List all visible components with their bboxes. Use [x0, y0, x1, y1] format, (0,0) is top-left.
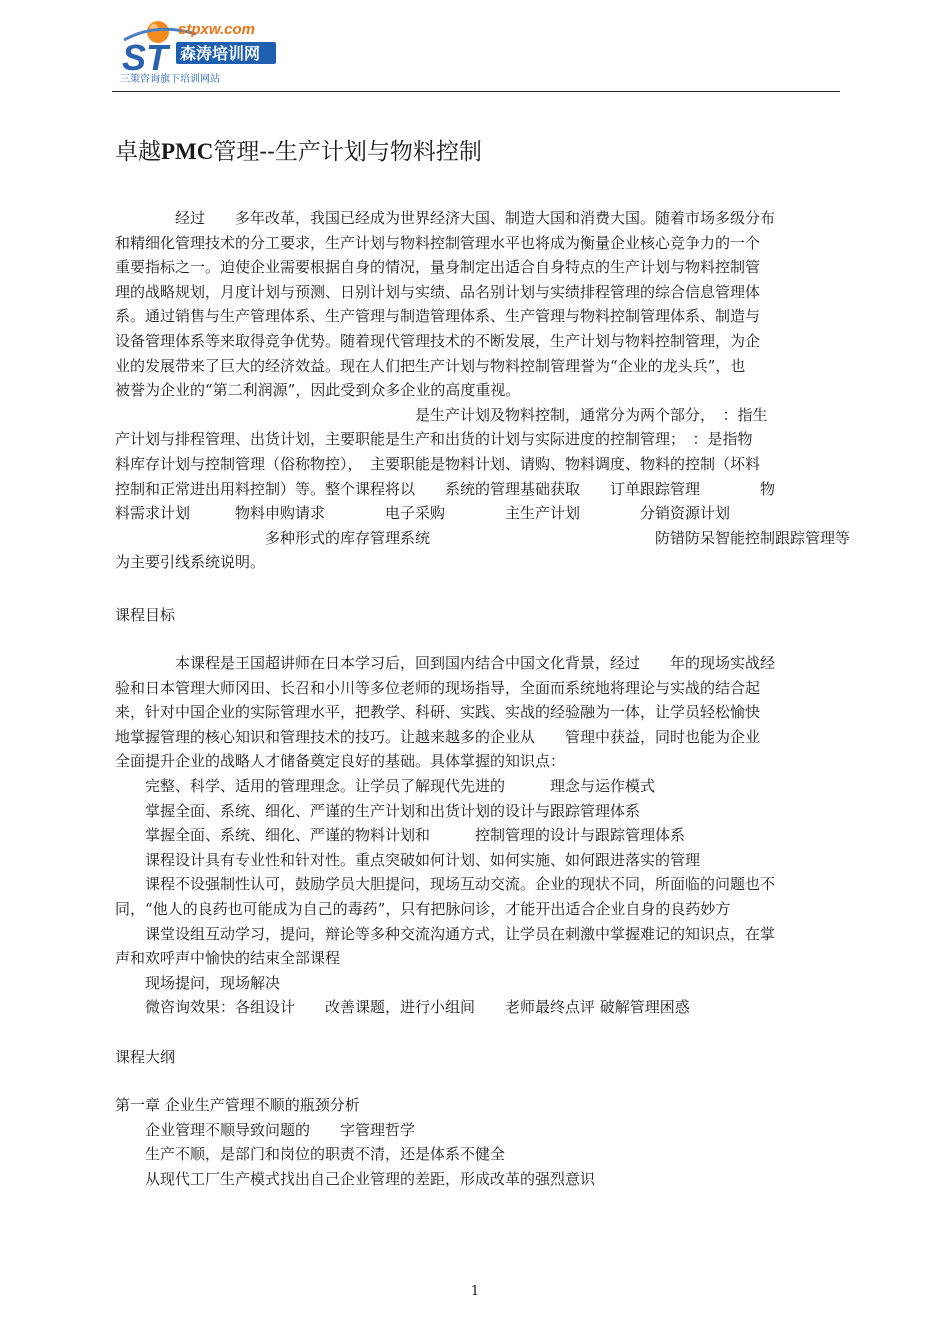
document-title — [115, 136, 482, 168]
goals-line: 完整、科学、适用的管理理念。让学员了解现代先进的 理念与运作模式 — [115, 776, 656, 795]
goals-line: 现场提问，现场解决 — [115, 973, 281, 992]
chapter-item: 生产不顺，是部门和岗位的职责不清，还是体系不健全 — [115, 1145, 506, 1164]
page-number: 1 — [470, 1284, 480, 1299]
section-outline-heading: 课程大纲 — [115, 1048, 176, 1066]
intro-line: 控制和正常进出用料控制）等。整个课程将以 系统的管理基础获取 订单跟踪管理 物 — [115, 479, 776, 498]
intro-line: 产计划与排程管理、出货计划，主要职能是生产和出货的计划与实际进度的控制管理； ：是指物 — [115, 430, 753, 449]
goals-line: 验和日本管理大师冈田、长召和小川等多位老师的现场指导，全面而系统地将理论与实战的结合起 — [115, 678, 761, 697]
section-goals-heading: 课程目标 — [115, 606, 176, 624]
intro-line: 多种形式的库存管理系统 防错防呆智能控制跟踪管理等 — [115, 528, 851, 547]
logo-domain: stpxw.com — [178, 21, 255, 38]
page-header — [112, 12, 840, 92]
intro-line: 料库存计划与控制管理（俗称物控）， 主要职能是物料计划、请购、物料调度、物料的控制（坏料 — [115, 454, 761, 473]
logo-tagline: 三策咨询旗下培训网站 — [120, 74, 220, 85]
goals-line: 本课程是王国超讲师在日本学习后，回到国内结合中国文化背景，经过 年的现场实战经 — [115, 654, 776, 672]
intro-line: 和精细化管理技术的分工要求，生产计划与物料控制管理水平也将成为衡量企业核心竞争力的一个 — [115, 233, 761, 252]
intro-line: 料需求计划 物料申购请求 电子采购 主生产计划 分销资源计划 — [115, 504, 731, 523]
intro-line: 被誉为企业的“第二利润源”，因此受到众多企业的高度重视。 — [115, 381, 521, 400]
svg-text:ST: ST — [122, 37, 169, 78]
intro-line: 重要指标之一。迫使企业需要根据自身的情况，量身制定出适合自身特点的生产计划与物料控制管 — [115, 258, 761, 277]
title-bold: PMC — [161, 139, 214, 164]
intro-line: 设备管理体系等来取得竞争优势。随着现代管理技术的不断发展，生产计划与物料控制管理，为企 — [115, 331, 761, 350]
intro-line: 理的战略规划，月度计划与预测、日别计划与实绩、品名别计划与实绩排程管理的综合信息管理体 — [115, 282, 761, 301]
title-suffix: 管理--生产计划与物料控制 — [213, 139, 482, 165]
goals-line: 课程不设强制性认可，鼓励学员大胆提问，现场互动交流。企业的现状不同，所面临的问题也不 — [115, 875, 776, 894]
chapter1-block — [115, 1093, 839, 1191]
intro-line: 是生产计划及物料控制，通常分为两个部分， ：指生 — [115, 405, 768, 424]
title-prefix: 卓越 — [115, 139, 161, 165]
goals-line: 来，针对中国企业的实际管理水平，把教学、科研、实践、实战的经验融为一体，让学员轻松愉快 — [115, 703, 761, 722]
intro-line: 为主要引线系统说明。 — [115, 553, 266, 572]
goals-line: 掌握全面、系统、细化、严谨的物料计划和 控制管理的设计与跟踪管理体系 — [115, 826, 686, 845]
goals-line: 全面提升企业的战略人才储备奠定良好的基础。具体掌握的知识点： — [115, 752, 566, 771]
goals-line: 同，“他人的良药也可能成为自己的毒药”，只有把脉问诊，才能开出适合企业自身的良药妙方 — [115, 899, 731, 918]
chapter-item: 从现代工厂生产模式找出自己企业管理的差距，形成改革的强烈意识 — [115, 1169, 596, 1188]
intro-line: 经过 多年改革，我国已经成为世界经济大国、制造大国和消费大国。随着市场多级分布 — [115, 209, 776, 227]
intro-paragraph — [115, 206, 851, 575]
goals-line: 地掌握管理的核心知识和管理技术的技巧。让越来越多的企业从 管理中获益，同时也能为企业 — [115, 727, 761, 746]
stpxw-logo — [116, 12, 286, 88]
intro-line: 系。通过销售与生产管理体系、生产管理与制造管理体系、生产管理与物料控制管理体系、制造与 — [115, 307, 761, 326]
goals-line: 掌握全面、系统、细化、严谨的生产计划和出货计划的设计与跟踪管理体系 — [115, 801, 641, 820]
goals-line: 课程设计具有专业性和针对性。重点突破如何计划、如何实施、如何跟进落实的管理 — [115, 850, 701, 869]
goals-line: 声和欢呼声中愉快的结束全部课程 — [115, 949, 341, 968]
chapter-heading: 第一章 企业生产管理不顺的瓶颈分析 — [115, 1096, 360, 1114]
chapter-item: 企业管理不顺导致问题的 字管理哲学 — [115, 1120, 416, 1139]
goals-line: 课堂设组互动学习，提问，辩论等多种交流沟通方式，让学员在刺激中掌握难记的知识点，在掌 — [115, 924, 776, 943]
goals-paragraph — [115, 651, 839, 1020]
logo-brand: 森涛培训网 — [180, 44, 261, 63]
intro-line: 业的发展带来了巨大的经济效益。现在人们把生产计划与物料控制管理誉为“企业的龙头兵”，也 — [115, 356, 746, 375]
header-divider — [112, 91, 840, 92]
goals-line: 微咨询效果：各组设计 改善课题，进行小组间 老师最终点评 破解管理困惑 — [115, 998, 690, 1017]
